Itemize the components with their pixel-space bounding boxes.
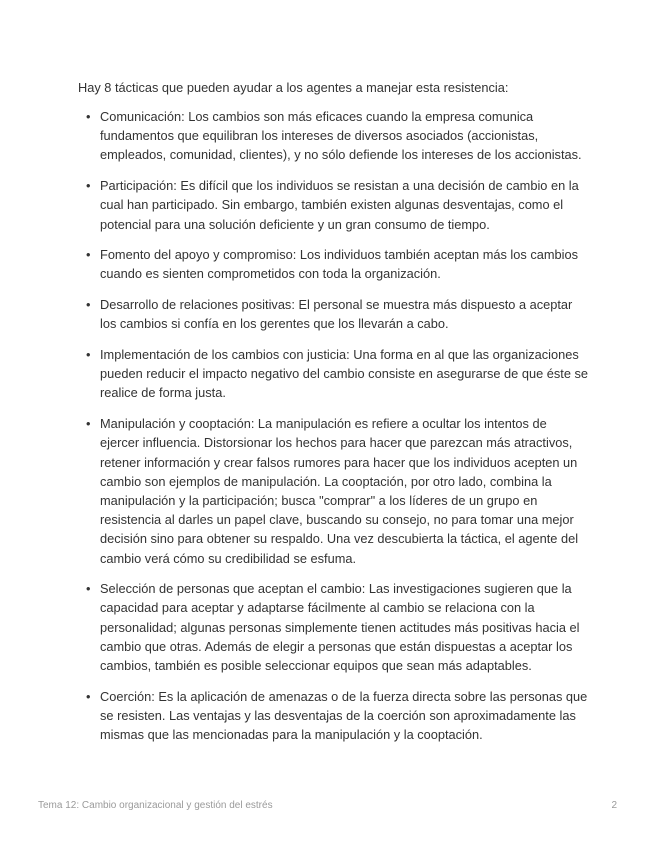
bullet-icon: • bbox=[86, 297, 91, 313]
tactics-list bbox=[78, 107, 588, 744]
bullet-icon: • bbox=[86, 688, 91, 704]
tactic-text: Selección de personas que aceptan el cambio: Las investigaciones sugieren que la capacidad para aceptar y adaptarse fácilmente al cambio se relaciona con la personalidad; algunas personas simplemente tienen actitudes más positivas hacia el cambio que otras. Además de elegir a personas que están dispuestas a aceptar los cambios, también es posible seleccionar equipos que sean más adaptables. bbox=[100, 581, 580, 674]
tactic-text: Implementación de los cambios con justicia: Una forma en al que las organizaciones pueden reducir el impacto negativo del cambio consiste en asegurarse de que éste se realice de forma justa. bbox=[100, 347, 589, 401]
bullet-icon: • bbox=[86, 581, 91, 597]
bullet-icon: • bbox=[86, 178, 91, 194]
tactic-text: Comunicación: Los cambios son más eficaces cuando la empresa comunica fundamentos que equilibran los intereses de diversos asociados (accionistas, empleados, comunidad, clientes), y no sólo defiende los intereses de los accionistas. bbox=[100, 109, 582, 163]
bullet-icon: • bbox=[86, 416, 91, 432]
tactic-item bbox=[78, 295, 588, 333]
document-body bbox=[78, 78, 588, 756]
tactic-text: Participación: Es difícil que los individuos se resistan a una decisión de cambio en la cual han participado. Sin embargo, también existen algunas desventajas, como el potencial para una solución deficiente y un gran consumo de tiempo. bbox=[100, 178, 579, 232]
tactic-item bbox=[78, 245, 588, 283]
tactic-text: Coerción: Es la aplicación de amenazas o de la fuerza directa sobre las personas que se resisten. Las ventajas y las desventajas de la coerción son aproximadamente las mismas que las mencionadas para la manipulación y la cooptación. bbox=[100, 688, 588, 743]
tactic-text: Fomento del apoyo y compromiso: Los individuos también aceptan más los cambios cuando es sienten comprometidos con toda la organización. bbox=[100, 247, 578, 282]
tactic-item bbox=[78, 579, 588, 675]
tactic-item bbox=[78, 687, 588, 745]
tactic-item bbox=[78, 345, 588, 403]
tactic-item bbox=[78, 107, 588, 165]
page-number: 2 bbox=[611, 800, 617, 811]
tactic-item bbox=[78, 176, 588, 234]
page-footer bbox=[38, 800, 617, 811]
bullet-icon: • bbox=[86, 247, 91, 263]
tactic-item bbox=[78, 414, 588, 568]
footer-title: Tema 12: Cambio organizacional y gestión del estrés bbox=[38, 800, 273, 811]
tactic-text: Desarrollo de relaciones positivas: El personal se muestra más dispuesto a aceptar los cambios si confía en los gerentes que los llevarán a cabo. bbox=[100, 297, 573, 332]
bullet-icon: • bbox=[86, 347, 91, 363]
bullet-icon: • bbox=[86, 109, 91, 124]
tactic-text: Manipulación y cooptación: La manipulación es refiere a ocultar los intentos de ejercer influencia. Distorsionar los hechos para hacer que parezcan más atractivos, retener información y crear falsos rumores para hacer que los individuos acepten un cambio son ejemplos de manipulación. La cooptación, por otro lado, combina la manipulación y la participación; busca "comprar" a los líderes de un grupo en resistencia al darles un papel clave, buscando su consejo, no para tomar una mejor decisión sino para obtener su respaldo. Una vez descubierta la táctica, el agente del cambio verá cómo su credibilidad se esfuma. bbox=[100, 416, 579, 566]
intro-paragraph: Hay 8 tácticas que pueden ayudar a los agentes a manejar esta resistencia: bbox=[78, 80, 509, 95]
